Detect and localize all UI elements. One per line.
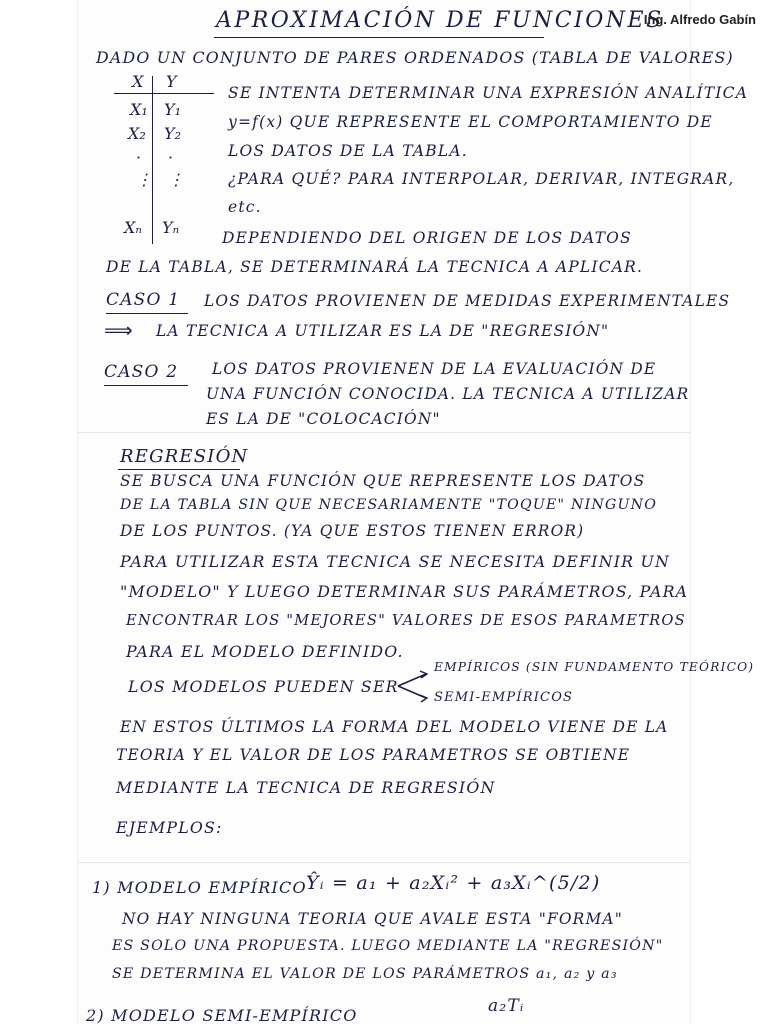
case2-text: LOS DATOS PROVIENEN DE LA EVALUACIÓN DE: [212, 360, 657, 378]
regresion-text: ENCONTRAR LOS "MEJORES" VALORES DE ESOS PARAMETROS: [126, 612, 686, 629]
table-cell: Y₂: [164, 124, 181, 143]
intro-text: ¿PARA QUÉ? PARA INTERPOLAR, DERIVAR, INTEGRAR,: [228, 170, 735, 188]
intro-text: y=f(x) QUE REPRESENTE EL COMPORTAMIENTO DE: [228, 113, 713, 131]
table-header-rule: [114, 93, 214, 94]
regresion-text: MEDIANTE LA TECNICA DE REGRESIÓN: [116, 778, 496, 797]
table-cell: ·: [168, 148, 174, 167]
table-cell: ·: [136, 148, 142, 167]
regresion-text: SE BUSCA UNA FUNCIÓN QUE REPRESENTE LOS DATOS: [120, 472, 646, 490]
regresion-text: TEORIA Y EL VALOR DE LOS PARAMETROS SE OBTIENE: [116, 746, 631, 764]
example1-text: NO HAY NINGUNA TEORIA QUE AVALE ESTA "FORMA": [122, 910, 624, 928]
model-branch-empiricos: EMPÍRICOS (SIN FUNDAMENTO TEÓRICO): [434, 660, 755, 674]
scan-seam: [78, 432, 690, 433]
intro-text: etc.: [228, 198, 262, 216]
intro-text: LOS DATOS DE LA TABLA.: [228, 142, 468, 160]
table-header-x: X: [132, 72, 144, 91]
regresion-text: EN ESTOS ÚLTIMOS LA FORMA DEL MODELO VIENE DE LA: [120, 718, 669, 736]
example1-text: SE DETERMINA EL VALOR DE LOS PARÁMETROS a₁, a₂ y a₃: [112, 966, 618, 982]
examples-heading: EJEMPLOS:: [116, 818, 223, 837]
case2-underline: [104, 385, 188, 386]
regresion-text: DE LA TABLA SIN QUE NECESARIAMENTE "TOQUE" NINGUNO: [120, 497, 658, 513]
case1-text: LA TECNICA A UTILIZAR ES LA DE "REGRESIÓN": [156, 322, 610, 340]
intro-text: DE LA TABLA, SE DETERMINARÁ LA TECNICA A APLICAR.: [106, 258, 644, 276]
case2-text: ES LA DE "COLOCACIÓN": [206, 410, 441, 428]
case2-text: UNA FUNCIÓN CONOCIDA. LA TECNICA A UTILIZAR: [206, 385, 690, 403]
implies-arrow-icon: ⟹: [104, 318, 134, 342]
table-header-y: Y: [166, 72, 177, 91]
example1-label: 1) MODELO EMPÍRICO: [92, 878, 307, 897]
branch-arrows-icon: [396, 668, 432, 704]
table-cell: Y₁: [164, 100, 181, 119]
page-title: APROXIMACIÓN DE FUNCIONES: [216, 8, 664, 33]
title-underline: [214, 37, 544, 38]
model-branch-semiempiricos: SEMI-EMPÍRICOS: [434, 690, 574, 705]
section-heading: REGRESIÓN: [120, 446, 249, 467]
case1-text: LOS DATOS PROVIENEN DE MEDIDAS EXPERIMENTALES: [204, 292, 731, 310]
table-cell: Xₙ: [124, 218, 142, 237]
regresion-text: DE LOS PUNTOS. (YA QUE ESTOS TIENEN ERROR): [120, 522, 585, 540]
case1-underline: [106, 313, 188, 314]
case2-label: CASO 2: [104, 362, 179, 382]
intro-line: DADO UN CONJUNTO DE PARES ORDENADOS (TABLA DE VALORES): [96, 48, 734, 67]
regresion-text: PARA EL MODELO DEFINIDO.: [126, 642, 404, 661]
example2-label: 2) MODELO SEMI-EMPÍRICO: [86, 1006, 358, 1025]
table-cell: X₁: [130, 100, 148, 119]
table-cell: ⋮: [168, 170, 184, 189]
regresion-text: PARA UTILIZAR ESTA TECNICA SE NECESITA DEFINIR UN: [120, 552, 671, 571]
section-heading-underline: [118, 469, 240, 470]
table-cell: ⋮: [136, 170, 152, 189]
intro-text: SE INTENTA DETERMINAR UNA EXPRESIÓN ANALÍTICA: [228, 84, 749, 102]
intro-text: DEPENDIENDO DEL ORIGEN DE LOS DATOS: [222, 229, 632, 247]
example2-formula: a₂Tᵢ: [488, 996, 525, 1016]
table-cell: X₂: [128, 124, 146, 143]
example1-formula: Ŷᵢ = a₁ + a₂Xᵢ² + a₃Xᵢ^(5/2): [306, 872, 601, 894]
case1-label: CASO 1: [106, 290, 181, 310]
author-name: Ing. Alfredo Gabín: [643, 12, 756, 27]
table-cell: Yₙ: [162, 218, 180, 237]
regresion-text: LOS MODELOS PUEDEN SER: [128, 677, 399, 696]
regresion-text: "MODELO" Y LUEGO DETERMINAR SUS PARÁMETROS, PARA: [120, 582, 689, 601]
example1-text: ES SOLO UNA PROPUESTA. LUEGO MEDIANTE LA "REGRESIÓN": [112, 938, 664, 954]
scan-seam: [78, 862, 690, 863]
table-divider: [152, 76, 153, 244]
